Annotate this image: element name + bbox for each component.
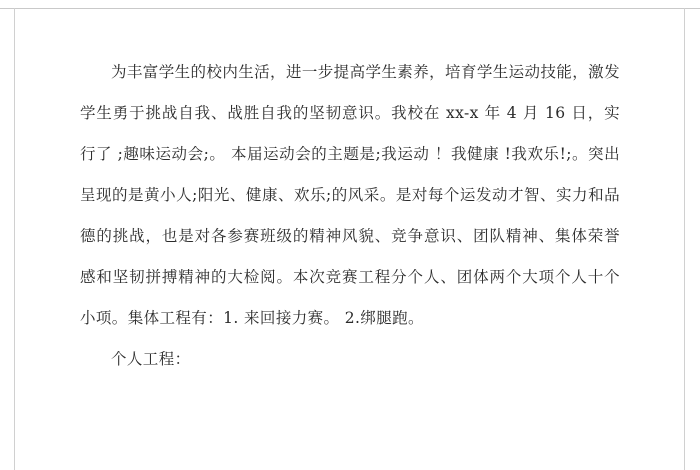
page-border-top bbox=[0, 8, 700, 9]
paragraph-2: 个人工程： bbox=[111, 350, 191, 368]
page-border-right bbox=[684, 8, 685, 470]
paragraph-1: 为丰富学生的校内生活，进一步提高学生素养，培育学生运动技能，激发学生勇于挑战自我、战胜自我的坚韧意识。我校在 xx-x 年 4 月 16 日，实行了 ;趣味运动会;。 本届运动会的主题是;我运动 ！我健康 !我欢乐!;。突出呈现的是黄小人;阳光、健康、欢乐;的风采。是对每个运发动才智、实力和品德的挑战，也是对各参赛班级的精神风貌、竞争意识、团队精神、集体荣誉感和坚韧拼搏精神的大检阅。本次竞赛工程分个人、团体两个大项个人十个小项。集体工程有：1. 来回接力赛。 2.绑腿跑。 bbox=[80, 63, 620, 327]
page-border-left bbox=[14, 8, 15, 470]
document-text-body bbox=[80, 52, 620, 380]
